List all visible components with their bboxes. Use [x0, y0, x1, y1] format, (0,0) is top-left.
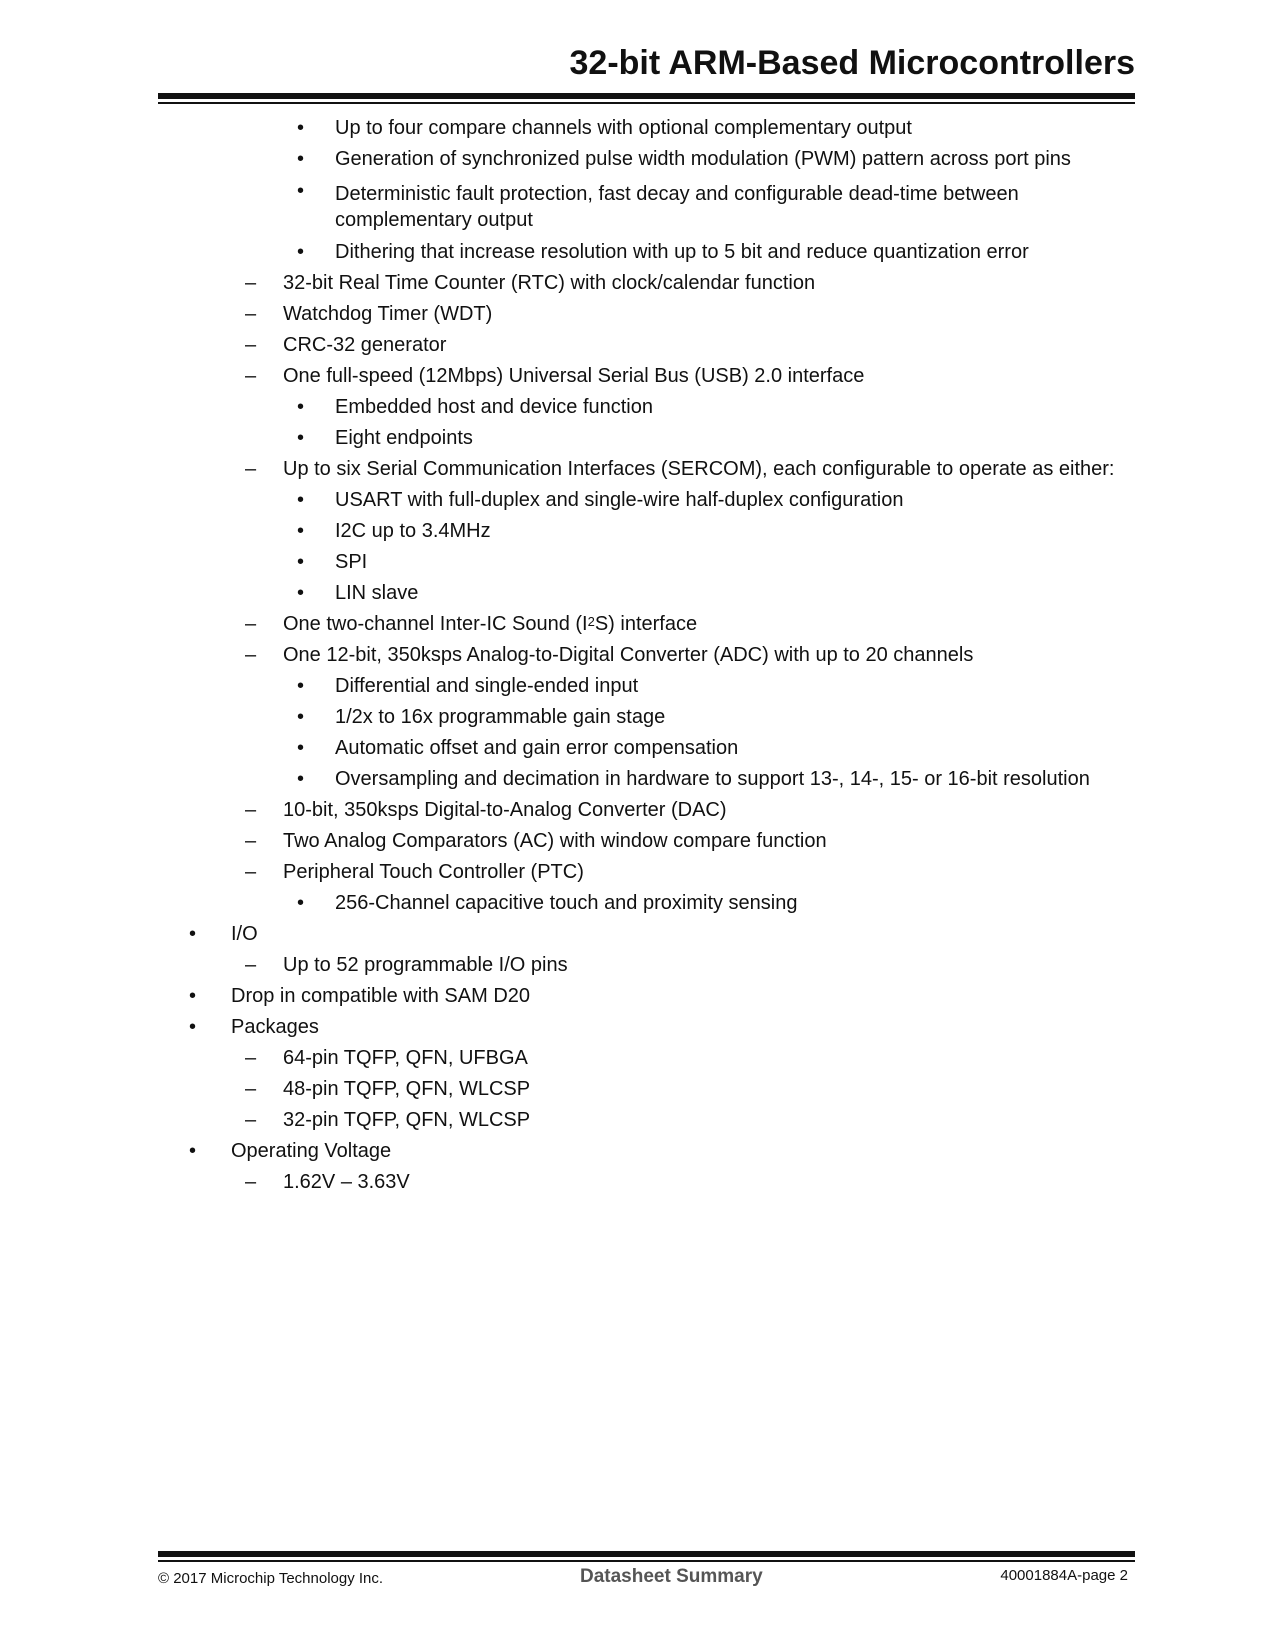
list-item: [0, 857, 1275, 888]
bullet-marker: •: [189, 985, 197, 1007]
dash-marker: –: [245, 861, 257, 883]
bullet-marker: •: [297, 180, 305, 202]
header-rule-thick: [158, 93, 1135, 99]
list-item: [0, 423, 1275, 454]
dash-marker: –: [245, 272, 257, 294]
list-item-text: I2C up to 3.4MHz: [335, 520, 491, 542]
list-item-text: Deterministic fault protection, fast decay and configurable dead-time between complementary output: [335, 183, 1019, 231]
list-item-text-part: S) interface: [594, 613, 698, 635]
list-item: [0, 392, 1275, 423]
list-item: [0, 330, 1275, 361]
list-item: [0, 671, 1275, 702]
list-item: [0, 175, 1275, 237]
dash-marker: –: [245, 954, 257, 976]
list-item-text: Operating Voltage: [231, 1140, 392, 1162]
list-item-text: Drop in compatible with SAM D20: [231, 985, 531, 1007]
dash-marker: –: [245, 1047, 257, 1069]
bullet-marker: •: [297, 241, 305, 263]
bullet-marker: •: [297, 489, 305, 511]
list-item: [0, 764, 1275, 795]
feature-list: [0, 113, 1275, 1198]
list-item: [0, 1012, 1275, 1043]
dash-marker: –: [245, 799, 257, 821]
list-item: [0, 640, 1275, 671]
list-item-text: I/O: [231, 923, 258, 945]
list-item: [0, 609, 1275, 640]
list-item-text: 64-pin TQFP, QFN, UFBGA: [283, 1047, 528, 1069]
list-item-text-part: One two-channel Inter-IC Sound (I: [283, 613, 588, 635]
list-item-text: LIN slave: [335, 582, 419, 604]
list-item: [0, 795, 1275, 826]
bullet-marker: •: [297, 551, 305, 573]
bullet-marker: •: [297, 427, 305, 449]
list-item-text: Embedded host and device function: [335, 396, 653, 418]
bullet-marker: •: [297, 117, 305, 139]
dash-marker: –: [245, 830, 257, 852]
list-item: [0, 361, 1275, 392]
list-item-text: 32-bit Real Time Counter (RTC) with clock/calendar function: [283, 272, 816, 294]
footer-copyright: © 2017 Microchip Technology Inc.: [158, 1570, 384, 1587]
bullet-marker: •: [189, 923, 197, 945]
list-item-text: Automatic offset and gain error compensation: [335, 737, 739, 759]
list-item-text: Differential and single-ended input: [335, 675, 639, 697]
list-item-text: Up to four compare channels with optional complementary output: [335, 117, 912, 139]
list-item: [0, 1105, 1275, 1136]
list-item: [0, 485, 1275, 516]
list-item-text: Peripheral Touch Controller (PTC): [283, 861, 584, 883]
bullet-marker: •: [297, 892, 305, 914]
list-item-text: Two Analog Comparators (AC) with window compare function: [283, 830, 827, 852]
list-item-text: 1/2x to 16x programmable gain stage: [335, 706, 666, 728]
footer-rule-thin: [158, 1560, 1135, 1562]
dash-marker: –: [245, 365, 257, 387]
list-item: [0, 888, 1275, 919]
list-item-text: Up to six Serial Communication Interfaces (SERCOM), each configurable to operate as either:: [283, 458, 1115, 480]
list-item-text: Generation of synchronized pulse width modulation (PWM) pattern across port pins: [335, 148, 1071, 170]
list-item: [0, 516, 1275, 547]
footer-page-number: 40001884A-page 2: [1000, 1567, 1128, 1584]
list-item: [0, 113, 1275, 144]
list-item: [0, 454, 1275, 485]
list-item: [0, 1074, 1275, 1105]
list-item: [0, 547, 1275, 578]
list-item: [0, 1167, 1275, 1198]
bullet-marker: •: [297, 396, 305, 418]
list-item-text: Up to 52 programmable I/O pins: [283, 954, 568, 976]
header-rule-thin: [158, 102, 1135, 104]
list-item-text: 10-bit, 350ksps Digital-to-Analog Converter (DAC): [283, 799, 727, 821]
bullet-marker: •: [297, 148, 305, 170]
list-item-text: CRC-32 generator: [283, 334, 447, 356]
dash-marker: –: [245, 1078, 257, 1100]
dash-marker: –: [245, 613, 257, 635]
bullet-marker: •: [297, 737, 305, 759]
dash-marker: –: [245, 303, 257, 325]
list-item: [0, 981, 1275, 1012]
list-item-text: Eight endpoints: [335, 427, 473, 449]
list-item: [0, 826, 1275, 857]
dash-marker: –: [245, 334, 257, 356]
list-item: [0, 237, 1275, 268]
footer-doc-type: Datasheet Summary: [580, 1566, 763, 1587]
list-item: [0, 1136, 1275, 1167]
list-item-text: [283, 609, 697, 640]
list-item-text: Watchdog Timer (WDT): [283, 303, 493, 325]
list-item-text: 32-pin TQFP, QFN, WLCSP: [283, 1109, 531, 1131]
dash-marker: –: [245, 458, 257, 480]
list-item-text: Oversampling and decimation in hardware to support 13-, 14-, 15- or 16-bit resolution: [335, 768, 1090, 790]
footer-rule-thick: [158, 1551, 1135, 1557]
bullet-marker: •: [189, 1140, 197, 1162]
list-item-text: 1.62V – 3.63V: [283, 1171, 410, 1193]
list-item: [0, 702, 1275, 733]
bullet-marker: •: [297, 675, 305, 697]
list-item: [0, 1043, 1275, 1074]
list-item-text: 48-pin TQFP, QFN, WLCSP: [283, 1078, 531, 1100]
list-item: [0, 144, 1275, 175]
list-item-text: Dithering that increase resolution with up to 5 bit and reduce quantization error: [335, 241, 1029, 263]
page-title: 32-bit ARM-Based Microcontrollers: [569, 44, 1135, 82]
list-item: [0, 268, 1275, 299]
list-item: [0, 299, 1275, 330]
list-item: [0, 919, 1275, 950]
dash-marker: –: [245, 1171, 257, 1193]
bullet-marker: •: [297, 706, 305, 728]
bullet-marker: •: [297, 520, 305, 542]
list-item-text: USART with full-duplex and single-wire half-duplex configuration: [335, 489, 904, 511]
bullet-marker: •: [189, 1016, 197, 1038]
list-item: [0, 578, 1275, 609]
list-item-text: Packages: [231, 1016, 319, 1038]
list-item-text: One full-speed (12Mbps) Universal Serial Bus (USB) 2.0 interface: [283, 365, 865, 387]
bullet-marker: •: [297, 768, 305, 790]
list-item: [0, 950, 1275, 981]
bullet-marker: •: [297, 582, 305, 604]
dash-marker: –: [245, 1109, 257, 1131]
list-item-text: 256-Channel capacitive touch and proximity sensing: [335, 892, 798, 914]
dash-marker: –: [245, 644, 257, 666]
list-item-text: One 12-bit, 350ksps Analog-to-Digital Converter (ADC) with up to 20 channels: [283, 644, 974, 666]
list-item: [0, 733, 1275, 764]
superscript: 2: [587, 614, 595, 629]
list-item-text: SPI: [335, 551, 368, 573]
